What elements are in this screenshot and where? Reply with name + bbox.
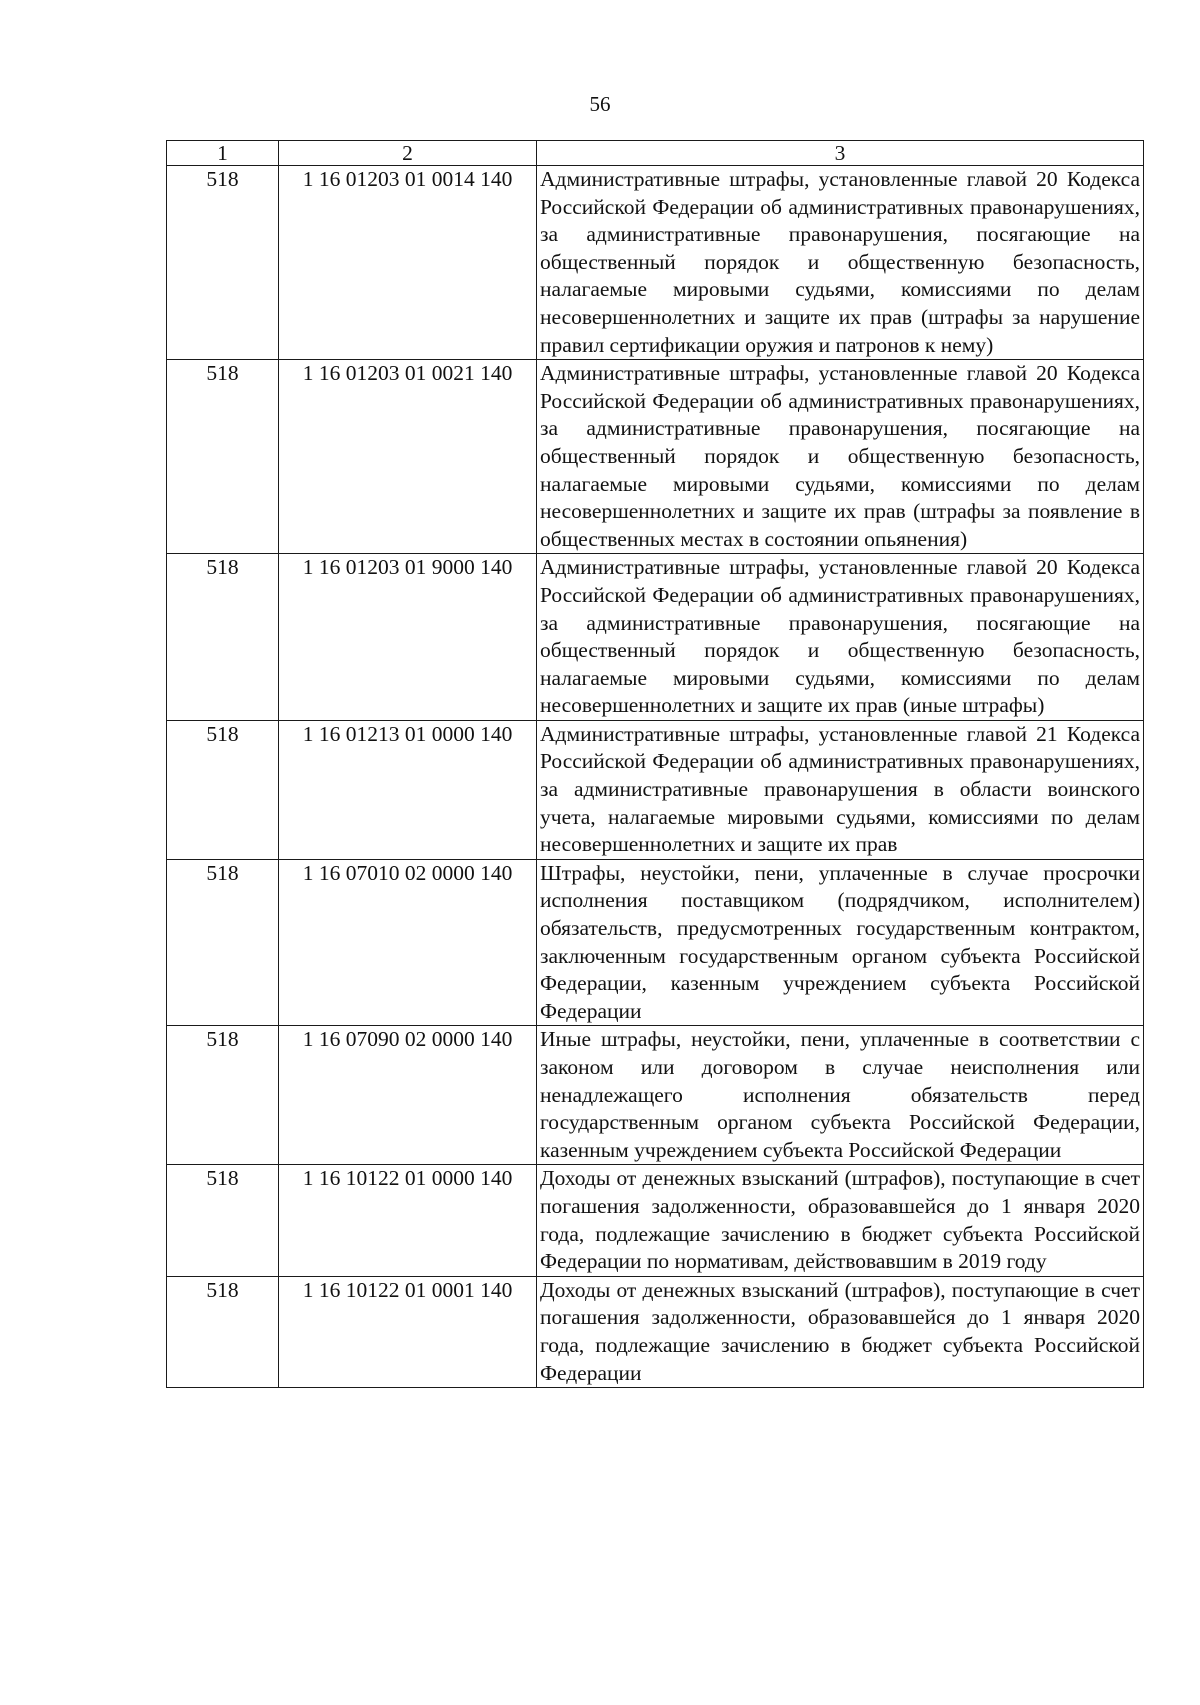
admin-code-cell: 518 [167, 166, 279, 360]
admin-code-cell: 518 [167, 554, 279, 721]
header-cell-1: 1 [167, 141, 279, 166]
kbk-code-cell: 1 16 07010 02 0000 140 [279, 859, 537, 1026]
header-cell-2: 2 [279, 141, 537, 166]
kbk-code-cell: 1 16 10122 01 0001 140 [279, 1276, 537, 1387]
revenue-name-cell: Штрафы, неустойки, пени, уплаченные в случае просрочки исполнения поставщиком (подрядчиком, исполнителем) обязательств, предусмотренных государственным контрактом, заключенным государственным органом субъекта Российской Федерации, казенным учреждением субъекта Российской Федерации [537, 859, 1144, 1026]
revenue-name-cell: Административные штрафы, установленные главой 20 Кодекса Российской Федерации об административных правонарушениях, за административные правонарушения, посягающие на общественный порядок и общественную безопасность, налагаемые мировыми судьями, комиссиями по делам несовершеннолетних и защите их прав (иные штрафы) [537, 554, 1144, 721]
table-row [167, 1276, 1144, 1387]
revenue-name-cell: Административные штрафы, установленные главой 20 Кодекса Российской Федерации об административных правонарушениях, за административные правонарушения, посягающие на общественный порядок и общественную безопасность, налагаемые мировыми судьями, комиссиями по делам несовершеннолетних и защите их прав (штрафы за нарушение правил сертификации оружия и патронов к нему) [537, 166, 1144, 360]
revenue-name-cell: Административные штрафы, установленные главой 21 Кодекса Российской Федерации об административных правонарушениях, за административные правонарушения в области воинского учета, налагаемые мировыми судьями, комиссиями по делам несовершеннолетних и защите их прав [537, 720, 1144, 859]
kbk-code-cell: 1 16 01203 01 9000 140 [279, 554, 537, 721]
document-table-container [166, 140, 1144, 1388]
admin-code-cell: 518 [167, 859, 279, 1026]
kbk-code-cell: 1 16 01203 01 0014 140 [279, 166, 537, 360]
kbk-code-cell: 1 16 01213 01 0000 140 [279, 720, 537, 859]
kbk-code-cell: 1 16 01203 01 0021 140 [279, 360, 537, 554]
table-row [167, 554, 1144, 721]
table-row [167, 720, 1144, 859]
table-row [167, 1026, 1144, 1165]
revenue-name-cell: Доходы от денежных взысканий (штрафов), поступающие в счет погашения задолженности, образовавшейся до 1 января 2020 года, подлежащие зачислению в бюджет субъекта Российской Федерации по нормативам, действовавшим в 2019 году [537, 1165, 1144, 1276]
admin-code-cell: 518 [167, 1165, 279, 1276]
table-header-row [167, 141, 1144, 166]
table-row [167, 166, 1144, 360]
page-number: 56 [589, 92, 611, 116]
admin-code-cell: 518 [167, 720, 279, 859]
kbk-code-cell: 1 16 07090 02 0000 140 [279, 1026, 537, 1165]
table-row [167, 1165, 1144, 1276]
admin-code-cell: 518 [167, 1276, 279, 1387]
table-row [167, 859, 1144, 1026]
revenue-name-cell: Доходы от денежных взысканий (штрафов), поступающие в счет погашения задолженности, образовавшейся до 1 января 2020 года, подлежащие зачислению в бюджет субъекта Российской Федерации [537, 1276, 1144, 1387]
header-cell-3: 3 [537, 141, 1144, 166]
admin-code-cell: 518 [167, 1026, 279, 1165]
table-row [167, 360, 1144, 554]
kbk-code-cell: 1 16 10122 01 0000 140 [279, 1165, 537, 1276]
admin-code-cell: 518 [167, 360, 279, 554]
revenue-name-cell: Иные штрафы, неустойки, пени, уплаченные в соответствии с законом или договором в случае неисполнения или ненадлежащего исполнения обязательств перед государственным органом субъекта Российской Федерации, казенным учреждением субъекта Российской Федерации [537, 1026, 1144, 1165]
budget-classification-table [166, 140, 1144, 1388]
revenue-name-cell: Административные штрафы, установленные главой 20 Кодекса Российской Федерации об административных правонарушениях, за административные правонарушения, посягающие на общественный порядок и общественную безопасность, налагаемые мировыми судьями, комиссиями по делам несовершеннолетних и защите их прав (штрафы за появление в общественных местах в состоянии опьянения) [537, 360, 1144, 554]
